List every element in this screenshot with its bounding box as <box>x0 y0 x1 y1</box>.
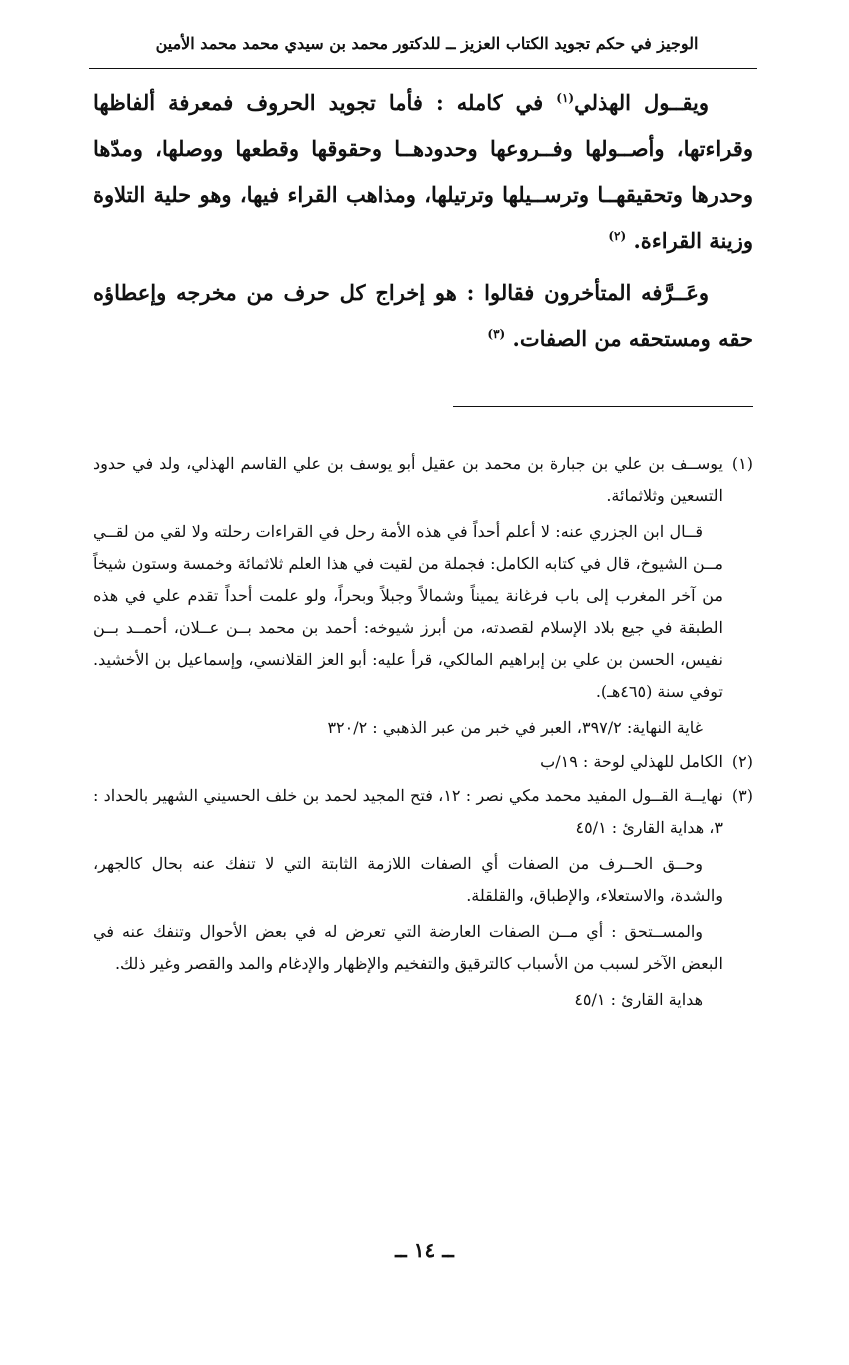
footnote-number: (٢) <box>731 752 753 771</box>
main-text <box>93 80 753 362</box>
footnotes <box>93 448 753 1016</box>
footnote-paragraph: يوســف بن علي بن جبارة بن محمد بن عقيل أبو يوسف بن علي القاسم الهذلي، ولد في حدود التسعين وثلاثمائة. <box>93 454 723 505</box>
main-paragraph-2 <box>93 270 753 362</box>
footnote-ref-2: (٢) <box>608 229 627 243</box>
main-paragraph-1-body: في كامله : فأما تجويد الحروف فمعرفة ألفاظها وقراءتها، وأصــولها وفــروعها وحدودهــا وحقوقها وقطعها ووصلها، ومدّها وحدرها وتحقيقهــا وترســيلها وترتيلها، ومذاهب القراء فيها، وهو حلية التلاوة وزينة القراءة. <box>93 90 753 253</box>
footnote-paragraph: قــال ابن الجزري عنه: لا أعلم أحداً في هذه الأمة رحل في القراءات رحلته ولا لقي من لقــي مــن الشيوخ، قال في كتابه الكامل: فجملة من لقيت في هذا العلم ثلاثمائة وخمسة وستون شيخاً من آخر المغرب إلى باب فرغانة يميناً وشمالاً وجبلاً وبحراً، ولو علمت أحداً تقدم علي في هذه الطبقة في جيع بلاد الإسلام لقصدته، من أبرز شيوخه: أحمد بن محمد بــن عــلان، أحمــد بــن نفيس، الحسن بن علي بن إبراهيم المالكي، قرأ عليه: أبو العز القلانسي، وإسماعيل بن الأخشيد. توفي سنة (٤٦٥هـ). <box>93 522 723 701</box>
header-rule <box>89 68 757 69</box>
footnote-paragraph: وحــق الحــرف من الصفات أي الصفات اللازمة الثابتة التي لا تنفك عنه بحال كالجهر، والشدة، والاستعلاء، والإطباق، والقلقلة. <box>93 854 723 905</box>
main-paragraph-1-start: ويقــول الهذلي <box>574 90 709 115</box>
footnote-paragraph: الكامل للهذلي لوحة : ١٩/ب <box>540 752 723 771</box>
main-paragraph-1 <box>93 80 753 264</box>
footnote-paragraph: نهايــة القــول المفيد محمد مكي نصر : ١٢، فتح المجيد لحمد بن خلف الحسيني الشهير بالحداد : ٣، هداية القارئ : ٤٥/١ <box>93 786 723 837</box>
footnote-ref-3: (٣) <box>487 327 506 341</box>
footnote-2 <box>93 746 753 778</box>
running-header: الوجيز في حكم تجويد الكتاب العزيز ــ للدكتور محمد بن سيدي محمد محمد الأمين <box>155 34 699 53</box>
footnote-ref-1: (١) <box>556 91 575 105</box>
footnote-paragraph: غاية النهاية: ٣٩٧/٢، العبر في خبر من عبر الذهبي : ٣٢٠/٢ <box>327 718 703 737</box>
footnote-separator <box>453 406 753 407</box>
page-number: ــ ١٤ ــ <box>395 1238 454 1262</box>
footnote-1 <box>93 448 753 744</box>
main-paragraph-2-body: وعَــرَّفه المتأخرون فقالوا : هو إخراج كل حرف من مخرجه وإعطاؤه حقه ومستحقه من الصفات. <box>93 280 753 351</box>
footnote-number: (٣) <box>731 786 753 805</box>
footnote-paragraph: والمســتحق : أي مــن الصفات العارضة التي تعرض له في بعض الأحوال وتنفك عنه في البعض الآخر لسبب من الأسباب كالترقيق والتفخيم والإظهار والإدغام والمد والقصر وغير ذلك. <box>93 922 723 973</box>
footnote-paragraph: هداية القارئ : ٤٥/١ <box>574 990 703 1009</box>
footnote-number: (١) <box>731 454 753 473</box>
footnote-3 <box>93 780 753 1016</box>
